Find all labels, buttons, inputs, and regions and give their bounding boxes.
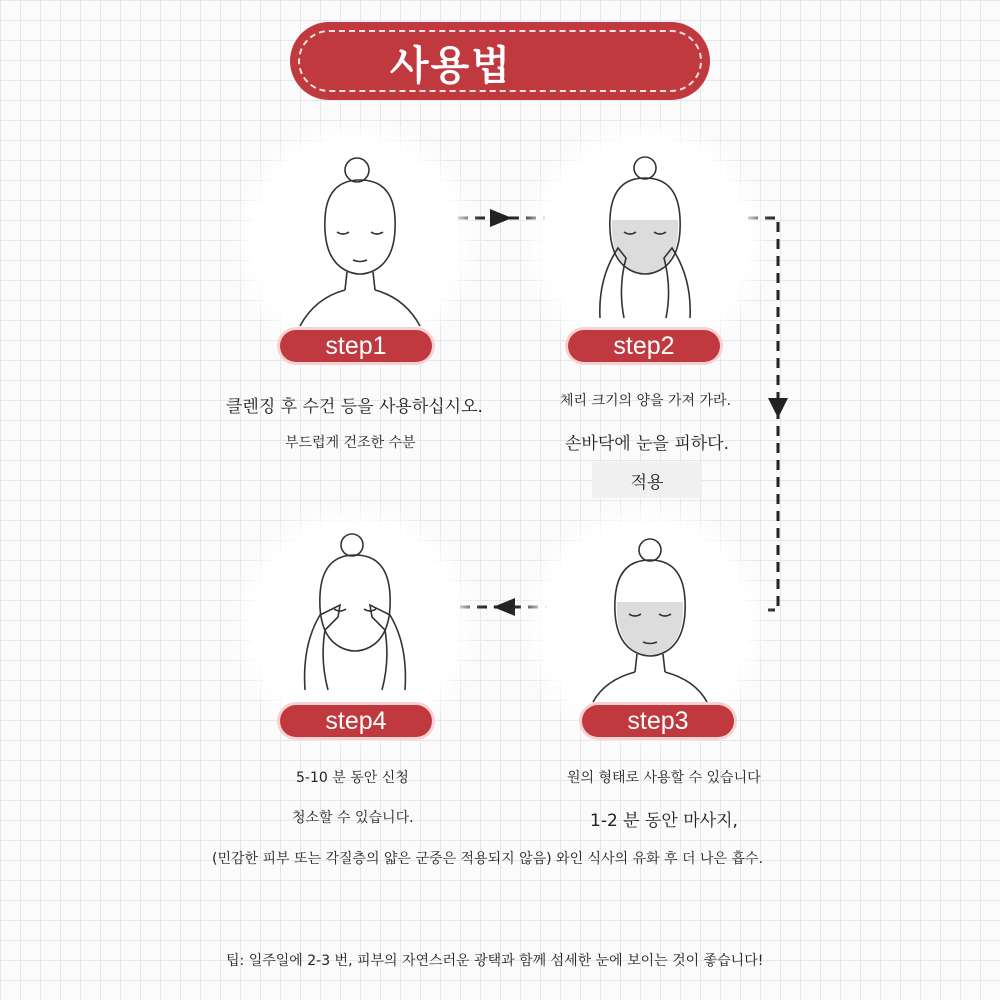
step4-badge: [280, 705, 432, 737]
step2-apply: 적용: [592, 462, 702, 498]
face-illustration-step1: [285, 148, 435, 333]
face-illustration-step3: [575, 530, 725, 715]
face-illustration-step4: [280, 525, 430, 710]
arrow-left-icon: [493, 598, 515, 616]
flow-line-2-3: [748, 218, 778, 610]
step2-text-2: 손바닥에 눈을 피하다.: [565, 434, 730, 454]
step3-text-2: 1-2 분 동안 마사지,: [590, 811, 738, 831]
step1-label: step1: [325, 331, 387, 360]
step3-badge: [582, 705, 734, 737]
step3-label: step3: [627, 706, 689, 735]
step3-text-1: 원의 형태로 사용할 수 있습니다: [567, 770, 761, 786]
face-illustration-step2: [570, 148, 720, 333]
caution-note: (민감한 피부 또는 각질층의 얇은 군중은 적용되지 않음) 와인 식사의 유화 후 더 나은 흡수.: [212, 851, 764, 867]
step1-text-2: 부드럽게 건조한 수분: [285, 435, 416, 451]
arrow-right-icon: [490, 209, 512, 227]
step4-text-2: 청소할 수 있습니다.: [292, 810, 414, 826]
arrow-down-icon: [768, 398, 788, 418]
step2-badge: [568, 330, 720, 362]
step4-label: step4: [325, 706, 387, 735]
tip-note: 팁: 일주일에 2-3 번, 피부의 자연스러운 광택과 함께 섬세한 눈에 보이는 것이 좋습니다!: [226, 953, 764, 969]
step1-text-1: 클렌징 후 수건 등을 사용하십시오.: [226, 397, 483, 417]
step4-text-1: 5-10 분 동안 신청: [296, 770, 409, 786]
page-title: 사용법: [390, 43, 512, 89]
step2-text-1: 체리 크기의 양을 가져 가라.: [560, 393, 732, 409]
step1-badge: [280, 330, 432, 362]
step2-label: step2: [613, 331, 675, 360]
